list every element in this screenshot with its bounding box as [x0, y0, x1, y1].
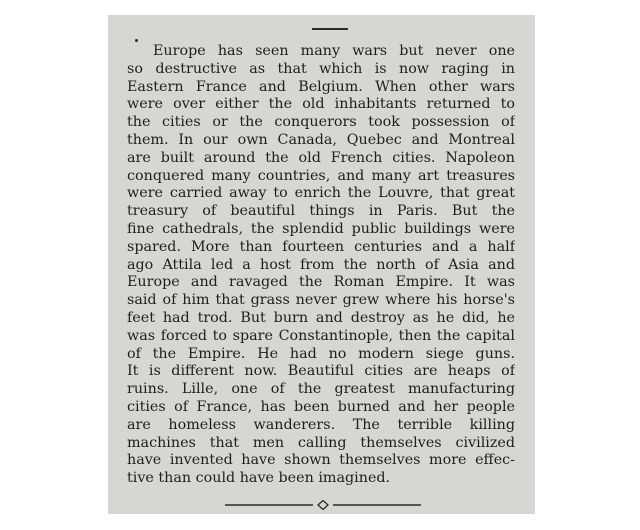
article-body [127, 43, 515, 488]
article-line: Europe and ravaged the Roman Empire. It was [127, 274, 515, 291]
article-line: them. In our own Canada, Quebec and Montreal [127, 131, 515, 148]
article-line: so destructive as that which is now raging in [127, 60, 515, 77]
article-line: were over either the old inhabitants returned to [127, 96, 515, 113]
article-line: machines that men calling themselves civilized [127, 434, 515, 451]
article-line: ruins. Lille, one of the greatest manufacturing [127, 381, 515, 398]
article-line: feet had trod. But burn and destroy as he did, he [127, 309, 515, 326]
newspaper-clipping [108, 15, 535, 514]
article-line: of the Empire. He had no modern siege guns. [127, 345, 515, 362]
article-line: said of him that grass never grew where his horse's [127, 292, 515, 309]
article-line: ago Attila led a host from the north of Asia and [127, 256, 515, 273]
article-line: It is different now. Beautiful cities are heaps of [127, 363, 515, 380]
article-line: the cities or the conquerors took possession of [127, 114, 515, 131]
ornamental-rule [225, 500, 421, 510]
article-line: treasury of beautiful things in Paris. But the [127, 203, 515, 220]
top-rule [312, 28, 348, 30]
article-line: Europe has seen many wars but never one [153, 43, 515, 59]
article-line: are built around the old French cities. Napoleon [127, 149, 515, 166]
article-line: tive than could have been imagined. [127, 470, 391, 487]
article-line: fine cathedrals, the splendid public buildings were [127, 220, 515, 237]
article-line: was forced to spare Constantinople, then the capital [127, 327, 515, 344]
article-line: spared. More than fourteen centuries and a half [127, 238, 515, 255]
article-line: are homeless wanderers. The terrible killing [127, 416, 515, 433]
article-line: Eastern France and Belgium. When other wars [127, 78, 515, 95]
article-line: cities of France, has been burned and her people [127, 398, 515, 415]
article-line: have invented have shown themselves more effec- [127, 452, 515, 469]
article-line: conquered many countries, and many art treasures [127, 167, 515, 184]
article-line: were carried away to enrich the Louvre, that great [127, 185, 515, 202]
ink-speck [135, 39, 138, 42]
